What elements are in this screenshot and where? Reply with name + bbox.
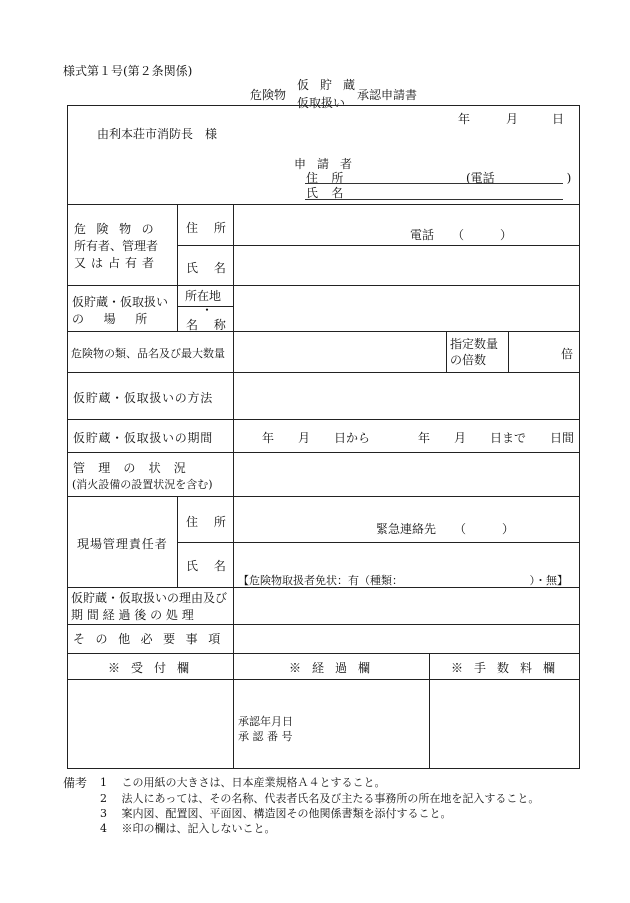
note-item: 2 法人にあっては、その名称、代表者氏名及び主たる事務所の所在地を記入すること。 [100, 792, 540, 805]
addressee: 由利本荘市消防長 様 [97, 127, 218, 141]
manager-license: 【危険物取扱者免状：有（種類： ）・無】 [238, 574, 568, 587]
place-sub-name: 名 称 [186, 318, 232, 332]
rule [233, 204, 234, 653]
rule [429, 653, 430, 769]
rule [446, 331, 447, 372]
rule [67, 372, 580, 373]
quantity-unit: 倍 [561, 347, 574, 361]
rule [67, 204, 580, 205]
rule [177, 245, 580, 246]
manager-address-label: 住 所 [186, 515, 232, 529]
owner-address-label: 住 所 [186, 221, 232, 235]
method-label: 仮貯蔵・仮取扱いの方法 [73, 391, 213, 405]
place-sub-dot: ・ [201, 303, 214, 317]
owner-name-label: 氏 名 [186, 261, 232, 275]
rule [67, 679, 580, 680]
applicant-label: 申 請 者 [294, 157, 356, 171]
applicant-phone: (電話 ) [466, 171, 572, 185]
title-prefix: 危険物 [250, 88, 287, 102]
reason-label-1: 仮貯蔵・仮取扱いの理由及び [71, 591, 228, 605]
approval-number-label: 承 認 番 号 [238, 730, 293, 743]
manager-label: 現場管理責任者 [77, 537, 168, 551]
applicant-address-label: 住 所 [306, 171, 349, 185]
manager-name-label: 氏 名 [186, 559, 232, 573]
rule [67, 285, 580, 286]
owner-label-1: 危 険 物 の [74, 222, 157, 236]
owner-label-3: 又 は 占 有 者 [74, 256, 155, 270]
rule [67, 452, 580, 453]
reason-label-2: 期 間 経 過 後 の 処 理 [71, 608, 194, 622]
note-item: 3 案内図、配置図、平面図、構造図その他関係書類を添付すること。 [100, 807, 452, 820]
rule [233, 653, 234, 769]
applicant-name-label: 氏 名 [306, 186, 349, 200]
rule [177, 496, 178, 587]
rule [67, 419, 580, 420]
approval-date-label: 承認年月日 [238, 715, 293, 728]
rule [67, 331, 580, 332]
management-label-1: 管 理 の 状 況 [73, 461, 187, 475]
place-label-1: 仮貯蔵・仮取扱い [72, 295, 169, 309]
quantity-multiple-label-2: の倍数 [450, 353, 487, 367]
applicant-name-underline [305, 199, 563, 200]
title-top: 仮 貯 蔵 [297, 78, 359, 92]
period-value: 年 月 日から 年 月 日まで 日間 [262, 431, 575, 445]
title-bottom: 仮取扱い [297, 96, 346, 110]
period-label: 仮貯蔵・仮取扱いの期間 [73, 431, 213, 445]
fee-header: ※ 手 数 料 欄 [451, 661, 559, 675]
rule [67, 496, 580, 497]
place-label-2: の 場 所 [72, 312, 148, 326]
rule [177, 542, 580, 543]
rule [67, 624, 580, 625]
form-number: 様式第１号(第２条関係) [63, 64, 193, 78]
owner-phone: 電話 （ ） [410, 228, 513, 242]
notes-label: 備考 [63, 776, 88, 790]
place-sub-location: 所在地 [185, 289, 222, 303]
owner-label-2: 所有者、管理者 [74, 239, 159, 253]
date-day: 日 [552, 112, 565, 126]
rule [177, 204, 178, 331]
manager-contact: 緊急連絡先 （ ） [376, 522, 515, 536]
note-item: 4 ※印の欄は、記入しないこと。 [100, 822, 276, 835]
quantity-label: 危険物の類、品名及び最大数量 [71, 347, 225, 360]
other-label: そ の 他 必 要 事 項 [73, 632, 224, 646]
quantity-multiple-label-1: 指定数量 [450, 337, 499, 351]
title-suffix: 承認申請書 [357, 88, 418, 102]
management-label-2: (消火設備の設置状況を含む) [72, 478, 213, 491]
note-item: 1 この用紙の大きさは、日本産業規格Ａ４とすること。 [100, 776, 386, 789]
rule [67, 653, 580, 654]
progress-header: ※ 経 過 欄 [289, 661, 374, 675]
date-year: 年 [458, 112, 471, 126]
reception-header: ※ 受 付 欄 [108, 661, 193, 675]
rule [508, 331, 509, 372]
date-month: 月 [506, 112, 519, 126]
